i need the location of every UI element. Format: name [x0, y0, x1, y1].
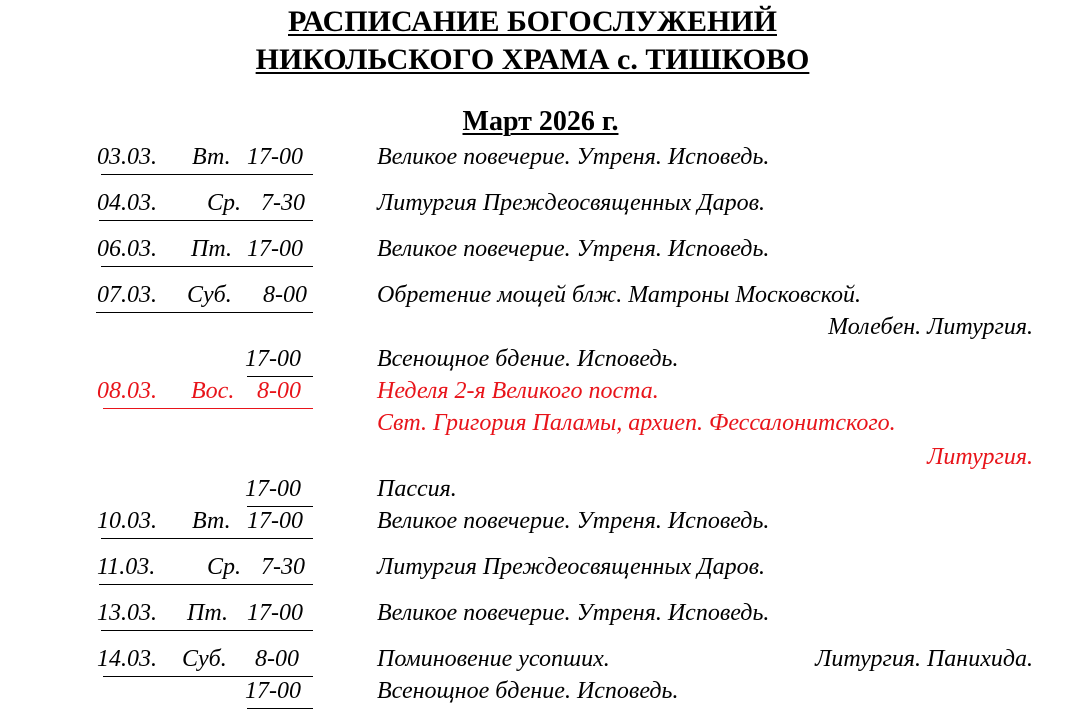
schedule-row [0, 474, 1065, 508]
schedule-day: Ср. [207, 190, 242, 216]
schedule-date: 08.03. [97, 378, 157, 404]
schedule-date-cell [97, 234, 313, 264]
schedule-row [0, 344, 1065, 378]
schedule-event-continuation: Литургия. [927, 444, 1033, 470]
schedule-event: Литургия Преждеосвященных Даров. [377, 554, 766, 580]
schedule-underline [99, 220, 313, 222]
schedule-time: 17-00 [245, 476, 301, 502]
schedule-day: Пт. [187, 600, 228, 626]
schedule-time: 17-00 [247, 600, 303, 626]
schedule-row [0, 234, 1065, 268]
schedule-event-right: Литургия. Панихида. [815, 646, 1033, 672]
schedule-underline [99, 584, 313, 586]
schedule-date-cell [97, 188, 313, 218]
schedule-date-cell [97, 676, 313, 706]
schedule-date-cell [97, 376, 313, 406]
schedule-date: 13.03. [97, 600, 157, 626]
month-heading: Март 2026 г. [462, 106, 619, 137]
schedule-date: 06.03. [97, 236, 157, 262]
schedule-row [0, 552, 1065, 586]
schedule-time: 17-00 [247, 508, 303, 534]
schedule-row [0, 506, 1065, 540]
schedule-event: Всенощное бдение. Исповедь. [377, 346, 679, 372]
schedule-underline [101, 266, 313, 268]
schedule-date-cell [97, 644, 313, 674]
schedule-date: 07.03. [97, 282, 157, 308]
schedule-row [0, 676, 1065, 710]
schedule-date: 10.03. [97, 508, 157, 534]
schedule-time: 8-00 [257, 378, 301, 404]
schedule-event: Обретение мощей блж. Матроны Московской. [377, 282, 862, 308]
schedule-date: 14.03. [97, 646, 157, 672]
schedule-event: Пассия. [377, 476, 457, 502]
schedule-event: Неделя 2-я Великого поста. [377, 378, 659, 404]
schedule-time: 17-00 [245, 346, 301, 372]
schedule-underline [101, 538, 313, 540]
schedule-event: Всенощное бдение. Исповедь. [377, 678, 679, 704]
schedule-day: Пт. [191, 236, 232, 262]
schedule-time: 17-00 [245, 678, 301, 704]
schedule-date-cell [97, 344, 313, 374]
schedule-day: Вт. [192, 508, 231, 534]
schedule-day: Ср. [207, 554, 242, 580]
page-title-line-1: РАСПИСАНИЕ БОГОСЛУЖЕНИЙ [288, 5, 777, 38]
schedule-day: Суб. [187, 282, 232, 308]
schedule-date: 03.03. [97, 144, 157, 170]
schedule-row-continuation [0, 312, 1065, 346]
schedule-date-cell [97, 280, 313, 310]
schedule-time: 8-00 [263, 282, 307, 308]
schedule-event-continuation: Свт. Григория Паламы, архиеп. Фессалонитского. [377, 410, 896, 436]
schedule-date-cell [97, 474, 313, 504]
schedule-event: Великое повечерие. Утреня. Исповедь. [377, 600, 770, 626]
schedule-day: Суб. [182, 646, 227, 672]
schedule-date: 11.03. [97, 554, 156, 580]
schedule-underline [101, 630, 313, 632]
schedule-date: 04.03. [97, 190, 157, 216]
schedule-event: Великое повечерие. Утреня. Исповедь. [377, 144, 770, 170]
schedule-time: 7-30 [261, 190, 305, 216]
schedule-event-continuation: Молебен. Литургия. [828, 314, 1033, 340]
schedule-event: Поминовение усопших. [377, 646, 610, 672]
schedule-row [0, 188, 1065, 222]
schedule-event: Великое повечерие. Утреня. Исповедь. [377, 236, 770, 262]
schedule-time: 17-00 [247, 236, 303, 262]
schedule-time: 8-00 [255, 646, 299, 672]
schedule-underline [101, 174, 313, 176]
schedule-date-cell [97, 598, 313, 628]
schedule-event: Литургия Преждеосвященных Даров. [377, 190, 766, 216]
schedule-row [0, 280, 1065, 314]
schedule-row-continuation [0, 408, 1065, 442]
schedule-row [0, 376, 1065, 410]
page-title-line-2: НИКОЛЬСКОГО ХРАМА с. ТИШКОВО [255, 43, 810, 76]
schedule-row [0, 142, 1065, 176]
schedule-row [0, 598, 1065, 632]
schedule-date-cell [97, 506, 313, 536]
schedule-row [0, 644, 1065, 678]
schedule-day: Вт. [192, 144, 231, 170]
schedule-time: 7-30 [261, 554, 305, 580]
schedule-row-continuation [0, 442, 1065, 476]
schedule-event: Великое повечерие. Утреня. Исповедь. [377, 508, 770, 534]
schedule-time: 17-00 [247, 144, 303, 170]
schedule-date-cell [97, 142, 313, 172]
schedule-day: Вос. [191, 378, 235, 404]
schedule-date-cell [97, 552, 313, 582]
schedule-underline [247, 708, 313, 710]
